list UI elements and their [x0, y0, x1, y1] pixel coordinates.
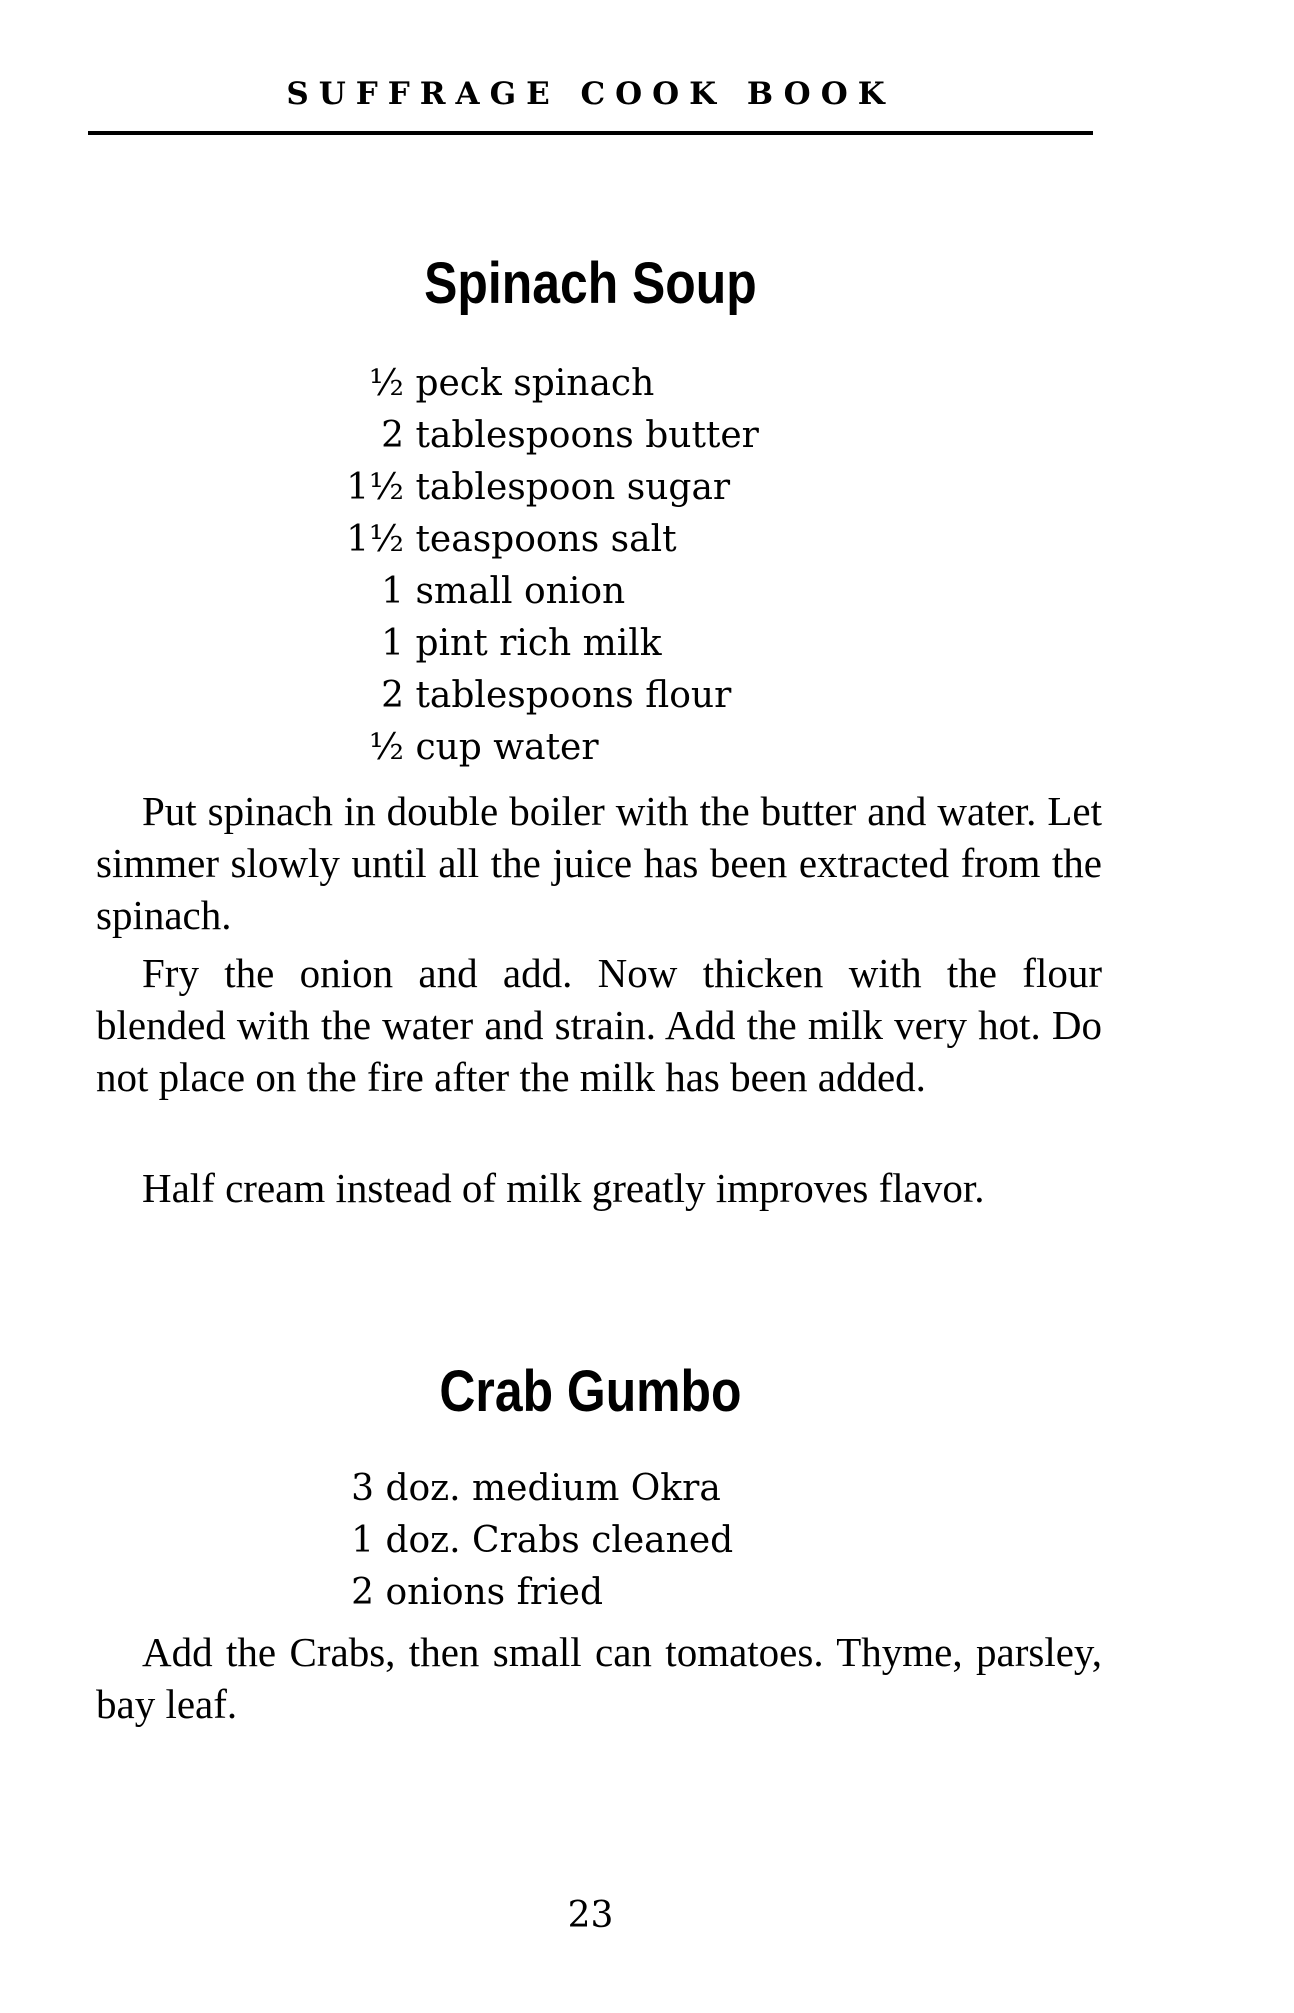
recipe-paragraph: Add the Crabs, then small can tomatoes. Thyme, parsley, bay leaf. [96, 1629, 1102, 1727]
ingredient-qty: 1½ [346, 467, 404, 508]
ingredient-item [300, 514, 759, 566]
ingredient-qty: 1 [381, 623, 404, 664]
ingredient-qty: 1 [351, 1520, 374, 1561]
ingredient-item [346, 1567, 733, 1619]
ingredient-qty: 2 [351, 1572, 374, 1613]
ingredient-text: tablespoon sugar [415, 467, 731, 508]
ingredient-qty: 3 [351, 1468, 374, 1509]
ingredient-text: teaspoons salt [415, 519, 677, 560]
ingredient-qty: 2 [381, 415, 404, 456]
ingredient-text: doz. medium Okra [385, 1468, 721, 1509]
recipe-paragraph: Put spinach in double boiler with the butter and water. Let simmer slowly until all the juice has been extracted from the spinach. [96, 788, 1102, 938]
ingredient-text: cup water [415, 727, 599, 768]
ingredient-text: small onion [415, 571, 626, 612]
ingredient-item [300, 618, 759, 670]
running-header: SUFFRAGE COOK BOOK [286, 76, 895, 112]
ingredient-text: tablespoons flour [415, 675, 732, 716]
ingredient-text: tablespoons butter [415, 415, 759, 456]
ingredient-list [346, 1463, 733, 1619]
ingredient-item [346, 1463, 733, 1515]
ingredient-text: onions fried [385, 1572, 603, 1613]
ingredient-text: peck spinach [415, 363, 655, 404]
ingredient-qty: 2 [381, 675, 404, 716]
page-number: 23 [567, 1895, 614, 1936]
ingredient-text: doz. Crabs cleaned [385, 1520, 734, 1561]
recipe-paragraph: Fry the onion and add. Now thicken with the flour blended with the water and strain. Add the milk very hot. Do not place on the fire after the milk has been added. [96, 950, 1102, 1100]
recipe-title: Spinach Soup [424, 251, 757, 316]
ingredient-item [300, 358, 759, 410]
ingredient-qty: 1 [381, 571, 404, 612]
ingredient-qty: 1½ [346, 519, 404, 560]
ingredient-item [300, 670, 759, 722]
ingredient-qty: ½ [369, 727, 404, 768]
ingredient-item [346, 1515, 733, 1567]
header-rule [88, 131, 1093, 135]
recipe-paragraph: Half cream instead of milk greatly improves flavor. [142, 1165, 985, 1211]
ingredient-qty: ½ [369, 363, 404, 404]
ingredient-text: pint rich milk [415, 623, 662, 664]
ingredient-list [300, 358, 759, 774]
ingredient-item [300, 462, 759, 514]
ingredient-item [300, 722, 759, 774]
recipe-title: Crab Gumbo [439, 1359, 742, 1424]
ingredient-item [300, 410, 759, 462]
ingredient-item [300, 566, 759, 618]
